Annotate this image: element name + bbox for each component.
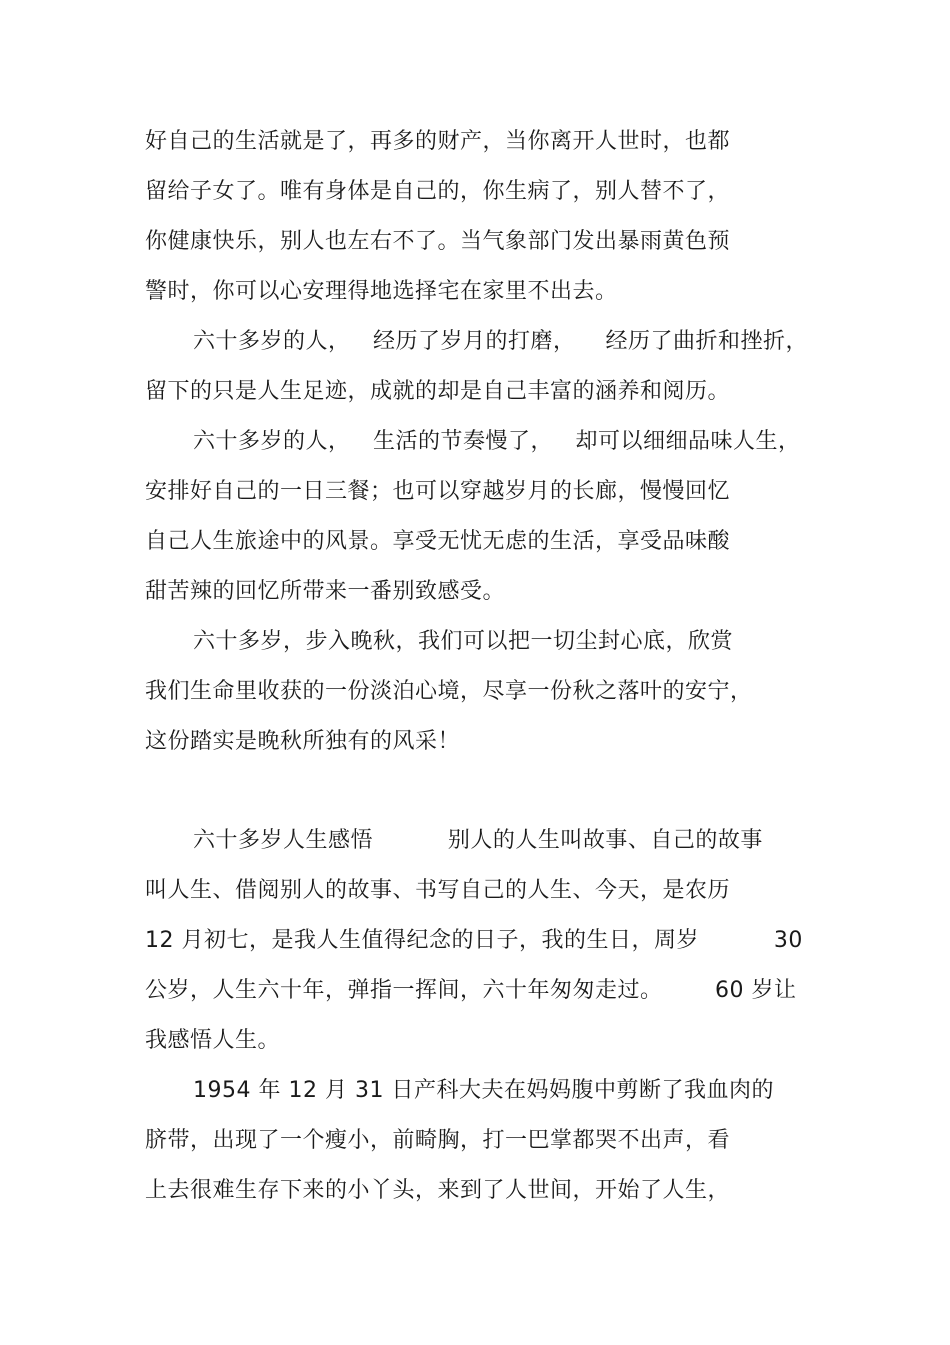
text-line: 上去很难生存下来的小丫头，来到了人世间，开始了人生， bbox=[145, 1178, 731, 1203]
text-line: 好自己的生活就是了，再多的财产，当你离开人世时，也都 bbox=[145, 129, 731, 154]
text-line: 留给子女了。唯有身体是自己的，你生病了，别人替不了， bbox=[145, 179, 731, 204]
text-line: 你健康快乐，别人也左右不了。当气象部门发出暴雨黄色预 bbox=[145, 229, 731, 254]
text-line: 甜苦辣的回忆所带来一番别致感受。 bbox=[145, 579, 506, 604]
text-line: 留下的只是人生足迹，成就的却是自己丰富的涵养和阅历。 bbox=[145, 379, 731, 404]
text-line: 我们生命里收获的一份淡泊心境，尽享一份秋之落叶的安宁， bbox=[145, 679, 753, 704]
text-line: 这份踏实是晚秋所独有的风采！ bbox=[145, 729, 461, 754]
text-line: 警时，你可以心安理得地选择宅在家里不出去。 bbox=[145, 279, 618, 304]
paragraph-start-line: 六十多岁的人， 经历了岁月的打磨， 经历了曲折和挫折， bbox=[193, 329, 808, 354]
section-heading-line: 六十多岁人生感悟 别人的人生叫故事、自己的故事 bbox=[193, 828, 763, 853]
text-line: 叫人生、借阅别人的故事、书写自己的人生、今天，是农历 bbox=[145, 878, 731, 903]
text-line: 12 月初七，是我人生值得纪念的日子，我的生日，周岁 30 bbox=[145, 928, 803, 953]
paragraph-start-line: 六十多岁的人， 生活的节奏慢了， 却可以细细品味人生， bbox=[193, 429, 801, 454]
text-line: 自己人生旅途中的风景。享受无忧无虑的生活，享受品味酸 bbox=[145, 529, 731, 554]
text-line: 脐带，出现了一个瘦小，前畸胸，打一巴掌都哭不出声，看 bbox=[145, 1128, 731, 1153]
paragraph-start-line: 六十多岁，步入晚秋，我们可以把一切尘封心底，欣赏 bbox=[193, 629, 734, 654]
text-line: 安排好自己的一日三餐；也可以穿越岁月的长廊，慢慢回忆 bbox=[145, 479, 731, 504]
text-line: 公岁，人生六十年，弹指一挥间，六十年匆匆走过。 60 岁让 bbox=[145, 978, 797, 1003]
paragraph-start-line: 1954 年 12 月 31 日产科大夫在妈妈腹中剪断了我血肉的 bbox=[193, 1078, 774, 1103]
text-line: 我感悟人生。 bbox=[145, 1028, 281, 1053]
